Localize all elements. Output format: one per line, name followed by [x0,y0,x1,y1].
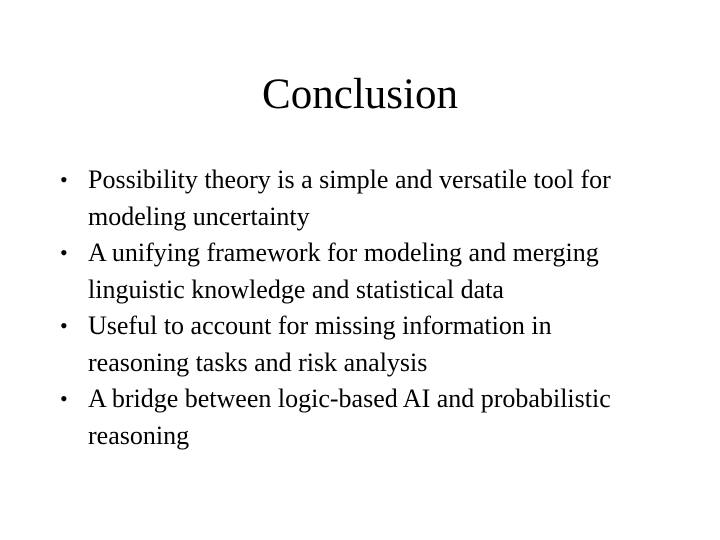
bullet-marker-icon: • [60,386,68,411]
bullet-text-line: Possibility theory is a simple and versatile tool for [88,165,611,194]
bullet-list [54,162,694,454]
bullet-text-line: modeling uncertainty [88,201,310,231]
bullet-item [54,235,694,308]
bullet-marker-icon: • [60,313,68,338]
bullet-text-line: reasoning tasks and risk analysis [88,347,428,377]
slide-title: Conclusion [262,71,458,118]
bullet-marker-icon: • [60,240,68,265]
bullet-text-line: A bridge between logic-based AI and probabilistic [88,384,611,413]
bullet-item [54,308,694,381]
bullet-text-line: linguistic knowledge and statistical data [88,274,504,304]
bullet-item [54,381,694,454]
bullet-item [54,162,694,235]
bullet-text-line: A unifying framework for modeling and merging [88,238,599,267]
bullet-marker-icon: • [60,167,68,192]
bullet-text-line: Useful to account for missing information in [88,311,552,340]
bullet-text-line: reasoning [88,420,190,450]
